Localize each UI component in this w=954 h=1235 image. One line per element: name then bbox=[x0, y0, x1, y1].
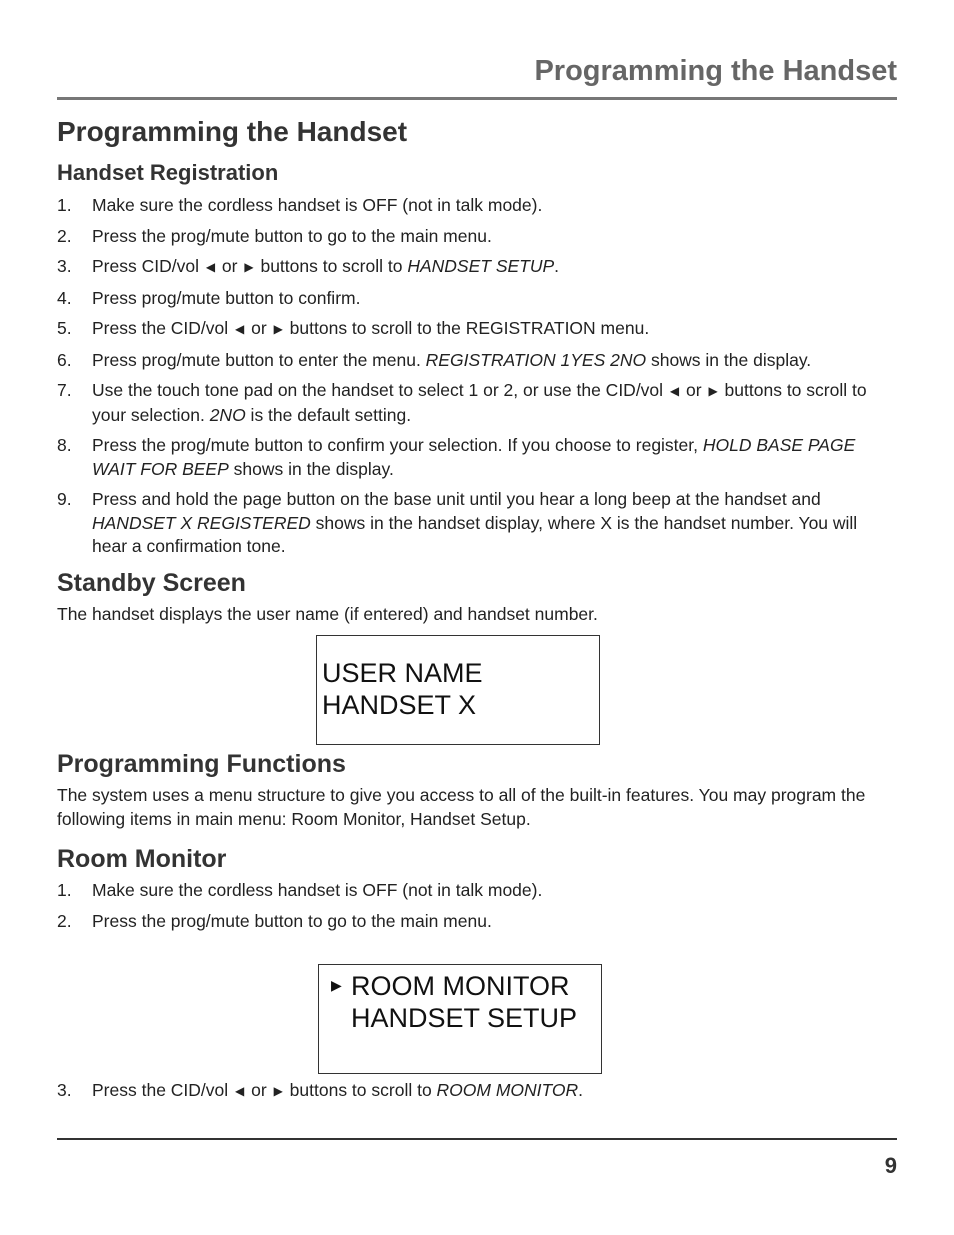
display-line-2: HANDSET X bbox=[322, 690, 477, 720]
step-text: buttons to scroll to bbox=[284, 1080, 437, 1100]
display-line-2 bbox=[331, 1002, 577, 1034]
list-item bbox=[57, 317, 897, 342]
list-item bbox=[57, 488, 897, 559]
right-arrow-icon: ▶ bbox=[244, 260, 254, 274]
list-item bbox=[57, 255, 897, 280]
room-monitor-steps bbox=[57, 879, 897, 940]
list-item bbox=[57, 194, 897, 218]
list-item bbox=[57, 910, 897, 934]
header-rule bbox=[57, 97, 897, 100]
step-text: Press prog/mute button to confirm. bbox=[92, 287, 361, 308]
display-message-text: HOLD BASE PAGE WAIT FOR BEEP bbox=[92, 435, 856, 479]
menu-cursor-icon: ▶ bbox=[331, 977, 342, 993]
list-item bbox=[57, 434, 897, 481]
display-message-text: REGISTRATION 1YES 2NO bbox=[425, 349, 647, 370]
registration-heading: Handset Registration bbox=[57, 160, 279, 185]
step-number: 1. bbox=[57, 195, 72, 215]
step-text: Press CID/vol bbox=[92, 256, 204, 276]
list-item bbox=[57, 349, 897, 373]
step-text: Make sure the cordless handset is OFF (not in talk mode). bbox=[92, 195, 543, 215]
menu-display bbox=[318, 964, 602, 1074]
step-text: Press the prog/mute button to confirm your selection. If you choose to register, bbox=[92, 435, 703, 455]
step-text: Press the CID/vol bbox=[92, 318, 234, 338]
display-line-1 bbox=[331, 969, 577, 1002]
step-text: or bbox=[246, 318, 272, 338]
standby-display bbox=[316, 635, 600, 745]
display-message-text: HANDSET X REGISTERED bbox=[92, 512, 311, 533]
step-text: shows in the display. bbox=[228, 458, 394, 479]
step-text: . bbox=[554, 256, 560, 276]
display-message-text: 2NO bbox=[209, 404, 246, 425]
standby-heading: Standby Screen bbox=[57, 569, 246, 597]
step-text: shows in the display. bbox=[646, 349, 812, 370]
step-text: Press the prog/mute button to go to the main menu. bbox=[92, 225, 492, 246]
list-item bbox=[57, 879, 897, 903]
step-text: Make sure the cordless handset is OFF (not in talk mode). bbox=[92, 880, 543, 900]
standby-description: The handset displays the user name (if entered) and handset number. bbox=[57, 604, 598, 624]
display-message-text: HANDSET SETUP bbox=[407, 256, 555, 276]
step-text: buttons to scroll to bbox=[255, 256, 408, 276]
step-text: Use the touch tone pad on the handset to select 1 or 2, or use the CID/vol bbox=[92, 380, 668, 400]
step-number: 3. bbox=[57, 1080, 72, 1100]
step-number: 5. bbox=[57, 318, 72, 338]
step-text: Press the CID/vol bbox=[92, 1080, 234, 1100]
step-text: buttons to scroll to your selection. bbox=[92, 380, 867, 425]
left-arrow-icon: ◀ bbox=[235, 322, 245, 336]
step-number: 4. bbox=[57, 287, 72, 308]
step-text: shows in the handset display, where X is the handset number. You will hear a confirmation tone. bbox=[92, 512, 858, 556]
step-text: or bbox=[246, 1080, 272, 1100]
step-text: Press prog/mute button to enter the menu. bbox=[92, 349, 426, 370]
step-text: is the default setting. bbox=[245, 404, 412, 425]
list-item bbox=[57, 1079, 897, 1104]
menu-item-handset-setup: HANDSET SETUP bbox=[351, 1003, 578, 1033]
left-arrow-icon: ◀ bbox=[235, 1084, 245, 1098]
page-title: Programming the Handset bbox=[57, 116, 408, 147]
functions-description: The system uses a menu structure to give you access to all of the built-in features. You may program the following items in main menu: Room Monitor, Handset Setup. bbox=[57, 785, 866, 829]
right-arrow-icon: ▶ bbox=[273, 1084, 283, 1098]
footer-rule bbox=[57, 1138, 897, 1140]
step-number: 9. bbox=[57, 489, 72, 509]
list-item bbox=[57, 379, 897, 427]
step-number: 1. bbox=[57, 880, 72, 900]
step-text: . bbox=[578, 1080, 584, 1100]
room-monitor-heading: Room Monitor bbox=[57, 845, 227, 873]
step-text: Press and hold the page button on the base unit until you hear a long beep at the handset and bbox=[92, 489, 821, 509]
left-arrow-icon: ◀ bbox=[205, 260, 216, 274]
menu-item-room-monitor: ROOM MONITOR bbox=[351, 971, 570, 1001]
step-text: Press the prog/mute button to go to the main menu. bbox=[92, 910, 492, 931]
page-number: 9 bbox=[884, 1153, 897, 1178]
display-message-text: ROOM MONITOR bbox=[436, 1080, 579, 1100]
running-header: Programming the Handset bbox=[534, 55, 897, 87]
step-text: buttons to scroll to the REGISTRATION menu. bbox=[284, 318, 650, 338]
step-number: 2. bbox=[57, 910, 72, 931]
left-arrow-icon: ◀ bbox=[669, 384, 680, 398]
list-item bbox=[57, 287, 897, 311]
step-number: 3. bbox=[57, 256, 72, 276]
right-arrow-icon: ▶ bbox=[273, 322, 283, 336]
display-line-1: USER NAME bbox=[322, 658, 483, 688]
room-monitor-steps-continued bbox=[57, 1079, 897, 1111]
registration-steps bbox=[57, 194, 897, 566]
functions-heading: Programming Functions bbox=[57, 750, 346, 778]
step-text: or bbox=[217, 256, 243, 276]
right-arrow-icon: ▶ bbox=[708, 384, 718, 398]
step-number: 6. bbox=[57, 349, 72, 370]
step-number: 8. bbox=[57, 435, 72, 455]
step-number: 2. bbox=[57, 225, 72, 246]
step-text: or bbox=[681, 380, 707, 400]
step-number: 7. bbox=[57, 380, 72, 400]
list-item bbox=[57, 225, 897, 249]
